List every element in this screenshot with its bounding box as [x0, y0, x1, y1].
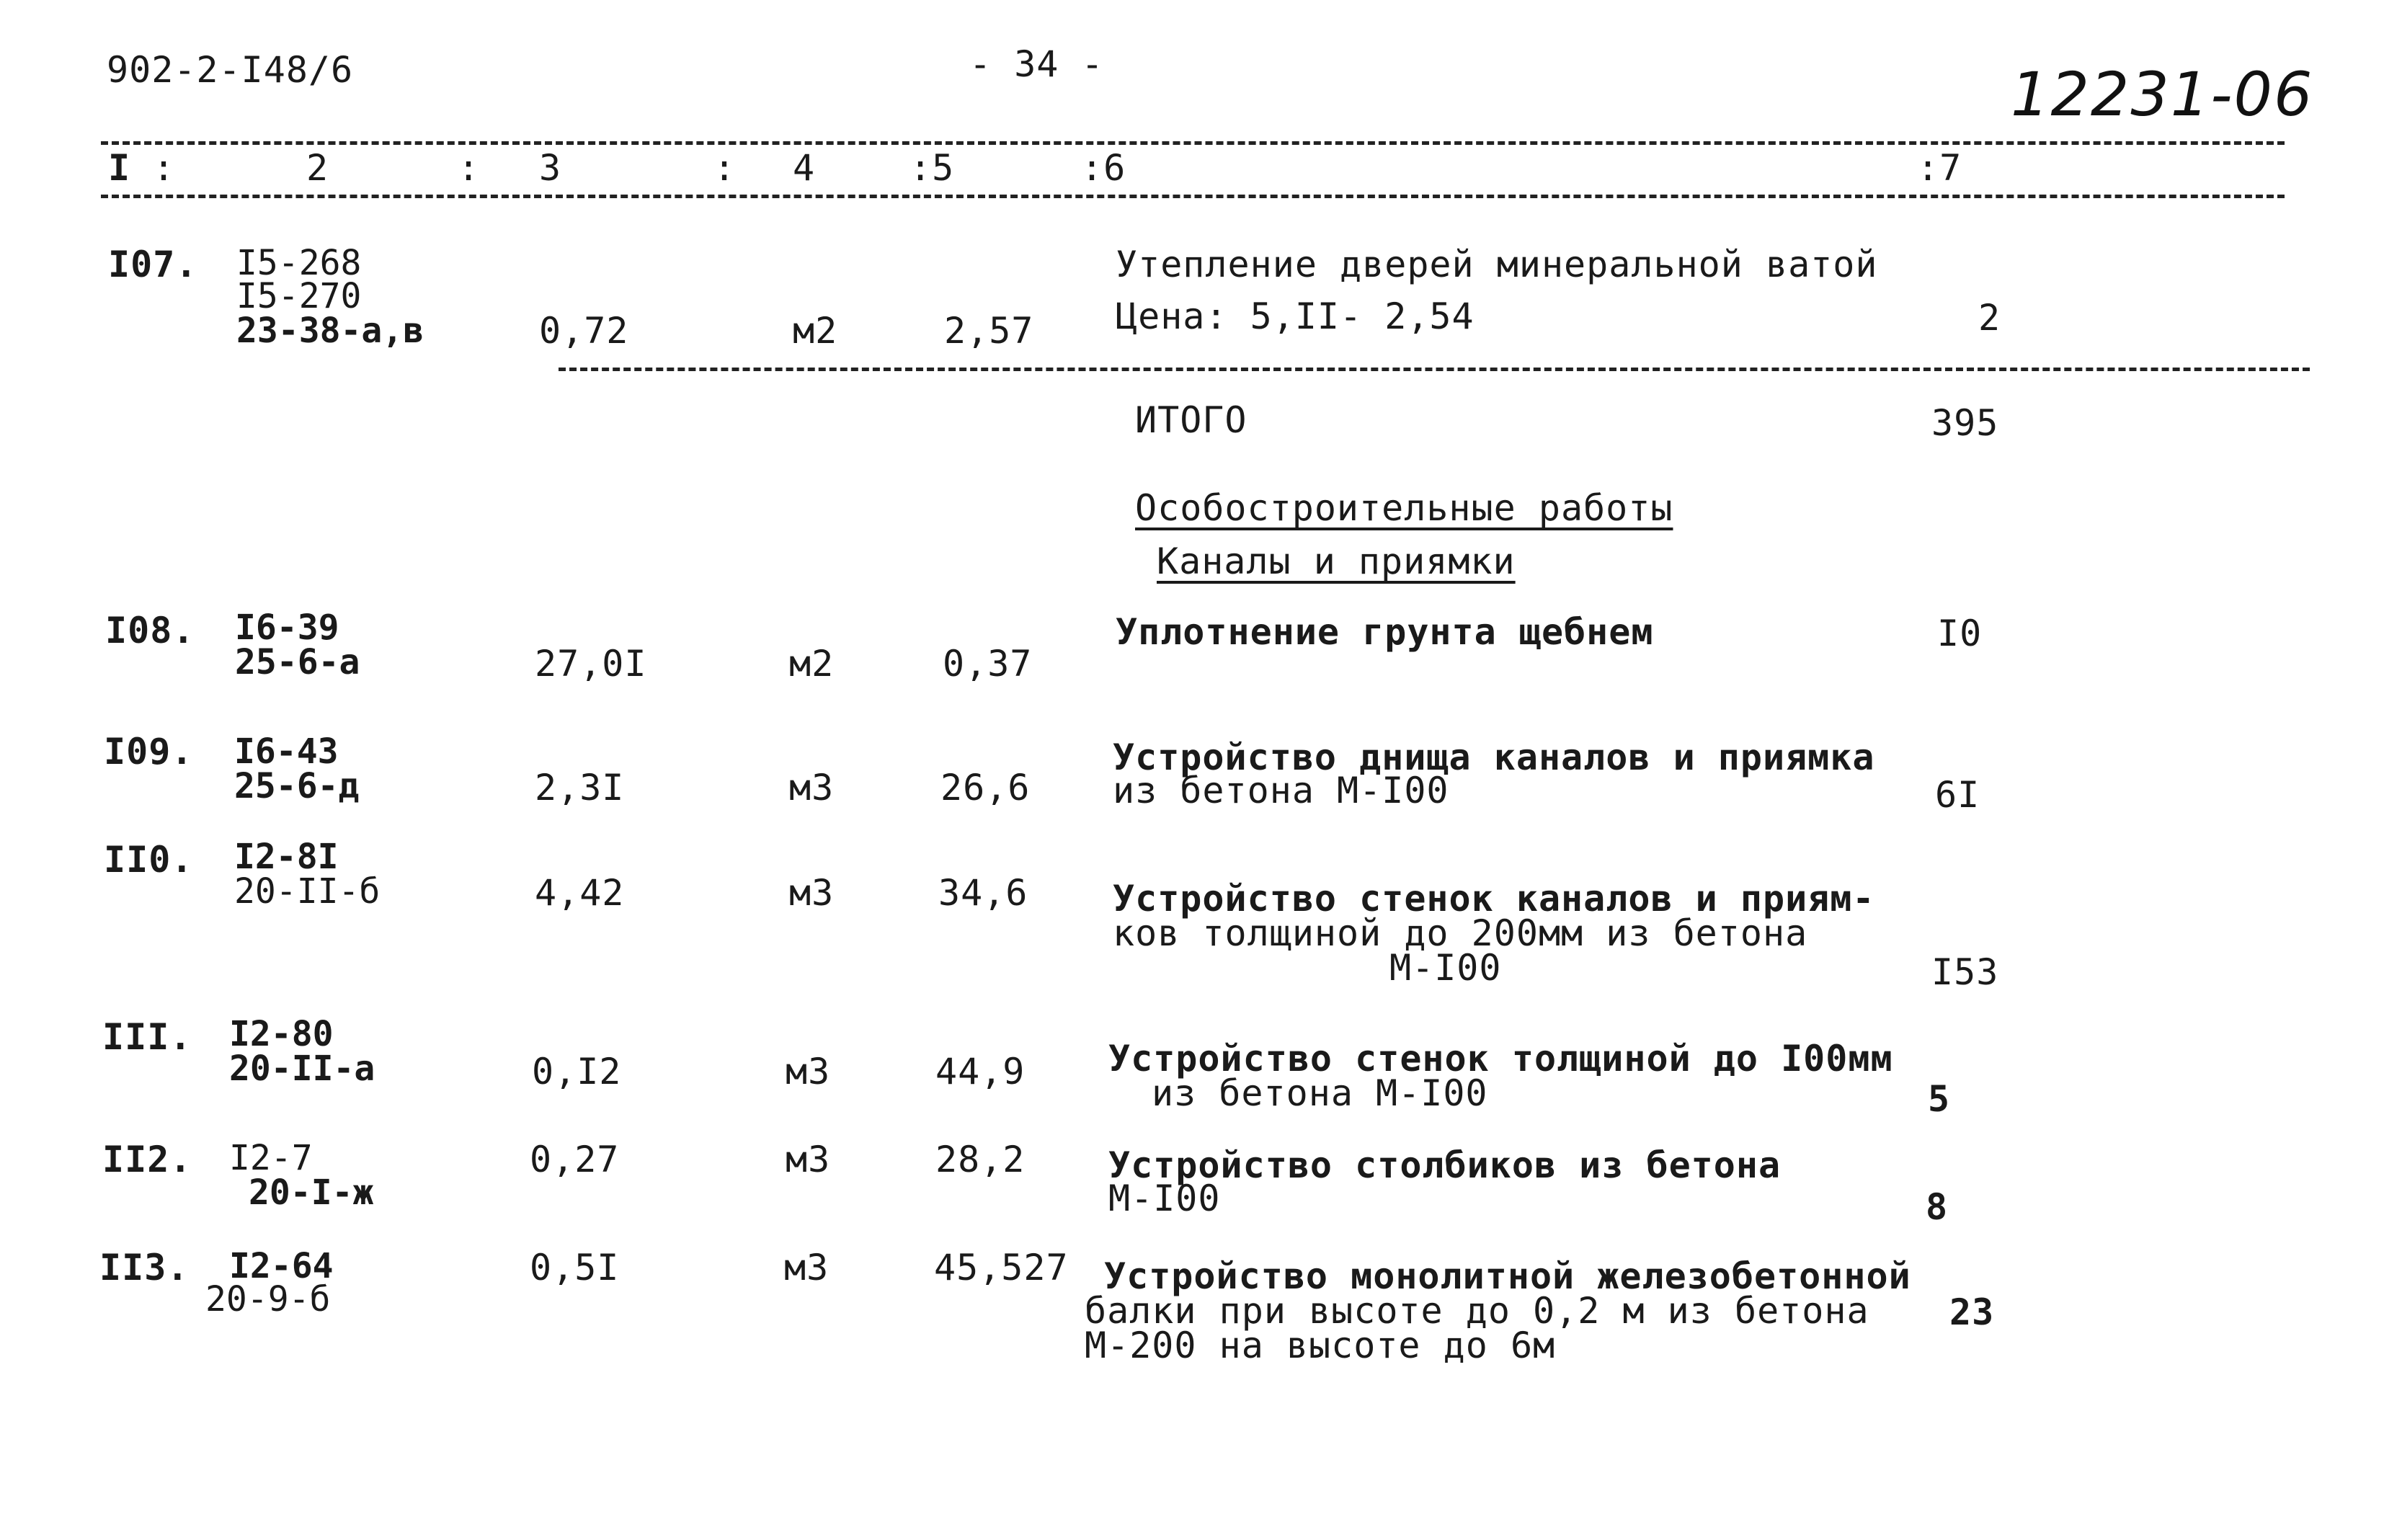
col-header-1: I: [108, 147, 131, 189]
price-code: 20-II-б: [234, 871, 381, 912]
description-line: М-200 на высоте до 6м: [1085, 1325, 1556, 1366]
description-line: Устройство монолитной железобетонной: [1104, 1255, 1911, 1297]
description-line: Устройство стенок толщиной до I00мм: [1108, 1038, 1893, 1080]
quantity: 27,0I: [535, 643, 647, 685]
row-number: II2.: [102, 1139, 192, 1180]
col-header-5: :5: [909, 147, 955, 189]
description-line: балки при высоте до 0,2 м из бетона: [1085, 1290, 1869, 1332]
subtotal-label: ИТОГО: [1135, 399, 1247, 441]
price-code: 23-38-а,в: [236, 311, 424, 351]
description-line: из бетона М-I00: [1113, 770, 1449, 811]
row-number: I07.: [108, 244, 198, 285]
col-header-7: :7: [1917, 147, 1962, 189]
col-header-4: 4: [793, 147, 816, 189]
row-number: III.: [102, 1016, 192, 1058]
norm-code: I5-268: [236, 243, 362, 283]
col-header-6: :6: [1081, 147, 1126, 189]
price-code: 20-9-б: [205, 1279, 331, 1319]
header-bottom-rule: [101, 195, 2285, 198]
col-separator: :: [713, 147, 737, 189]
norm-code: I6-43: [234, 731, 339, 772]
description-line: из бетона М-I00: [1152, 1072, 1488, 1114]
handwritten-archive-number: 12231-06: [2011, 59, 2314, 130]
description-line: М-I00: [1108, 1178, 1221, 1219]
quantity: 0,5I: [530, 1247, 620, 1288]
column-header-row: [0, 148, 2384, 192]
col-header-2: 2: [306, 147, 329, 189]
quantity: 4,42: [535, 872, 625, 914]
description-line: Устройство столбиков из бетона: [1108, 1144, 1782, 1186]
unit-price: 28,2: [935, 1139, 1026, 1180]
norm-code: I2-8I: [234, 837, 339, 877]
unit-price: 2,57: [944, 310, 1034, 352]
row-number: II0.: [104, 839, 194, 881]
row-total: 5: [1928, 1078, 1951, 1120]
page-number: - 34 -: [969, 43, 1104, 85]
row-total: 8: [1926, 1186, 1949, 1228]
document-code: 902-2-I48/6: [107, 49, 354, 91]
quantity: 0,27: [530, 1139, 620, 1180]
row-number: I09.: [104, 731, 194, 773]
row-total: 23: [1949, 1291, 1995, 1333]
row-number: I08.: [105, 610, 195, 651]
price-code: 20-I-ж: [249, 1172, 374, 1213]
unit-price: 34,6: [938, 872, 1028, 914]
unit: м3: [786, 1051, 831, 1092]
col-separator: :: [153, 147, 176, 189]
row-total: 2: [1978, 297, 2001, 339]
unit-price: 0,37: [943, 643, 1033, 685]
norm-code: I6-39: [235, 607, 339, 648]
quantity: 0,72: [539, 310, 629, 352]
unit-price: 45,527: [934, 1247, 1069, 1288]
row-total: I53: [1931, 951, 1999, 993]
description-line: Устройство днища каналов и приямка: [1113, 736, 1875, 778]
unit: м3: [786, 1139, 831, 1180]
unit: м3: [784, 1247, 829, 1288]
unit: м2: [789, 643, 835, 685]
section-subtitle: Каналы и приямки: [1157, 540, 1516, 582]
subtotal-value: 395: [1931, 402, 1999, 444]
row-total: I0: [1937, 613, 1983, 654]
col-separator: :: [458, 147, 481, 189]
price-code: 20-II-а: [229, 1049, 375, 1089]
description-line: ков толщиной до 200мм из бетона: [1113, 912, 1808, 954]
row-number: II3.: [99, 1247, 190, 1288]
norm-code: I2-80: [229, 1014, 334, 1054]
header-top-rule: [101, 141, 2285, 145]
subtotal-rule: [559, 368, 2310, 371]
unit: м3: [789, 872, 835, 914]
description-line: Устройство стенок каналов и приям-: [1113, 878, 1875, 920]
norm-code: I2-7: [229, 1138, 313, 1178]
norm-code: I2-64: [229, 1246, 334, 1286]
description-line: Уплотнение грунта щебнем: [1116, 611, 1654, 653]
description-line: Утепление дверей минеральной ватой: [1116, 244, 1878, 285]
price-code: 25-6-а: [235, 642, 360, 682]
price-code: 25-6-д: [234, 766, 360, 806]
quantity: 2,3I: [535, 767, 625, 809]
unit: м3: [789, 767, 835, 809]
row-total: 6I: [1935, 774, 1980, 816]
description-line: Цена: 5,II- 2,54: [1116, 295, 1475, 337]
unit-price: 26,6: [940, 767, 1031, 809]
description-line: М-I00: [1389, 947, 1502, 989]
quantity: 0,I2: [532, 1051, 622, 1092]
section-title: Особостроительные работы: [1135, 487, 1673, 529]
col-header-3: 3: [539, 147, 562, 189]
unit-price: 44,9: [935, 1051, 1026, 1092]
unit: м2: [793, 310, 838, 352]
norm-code: I5-270: [236, 276, 362, 316]
